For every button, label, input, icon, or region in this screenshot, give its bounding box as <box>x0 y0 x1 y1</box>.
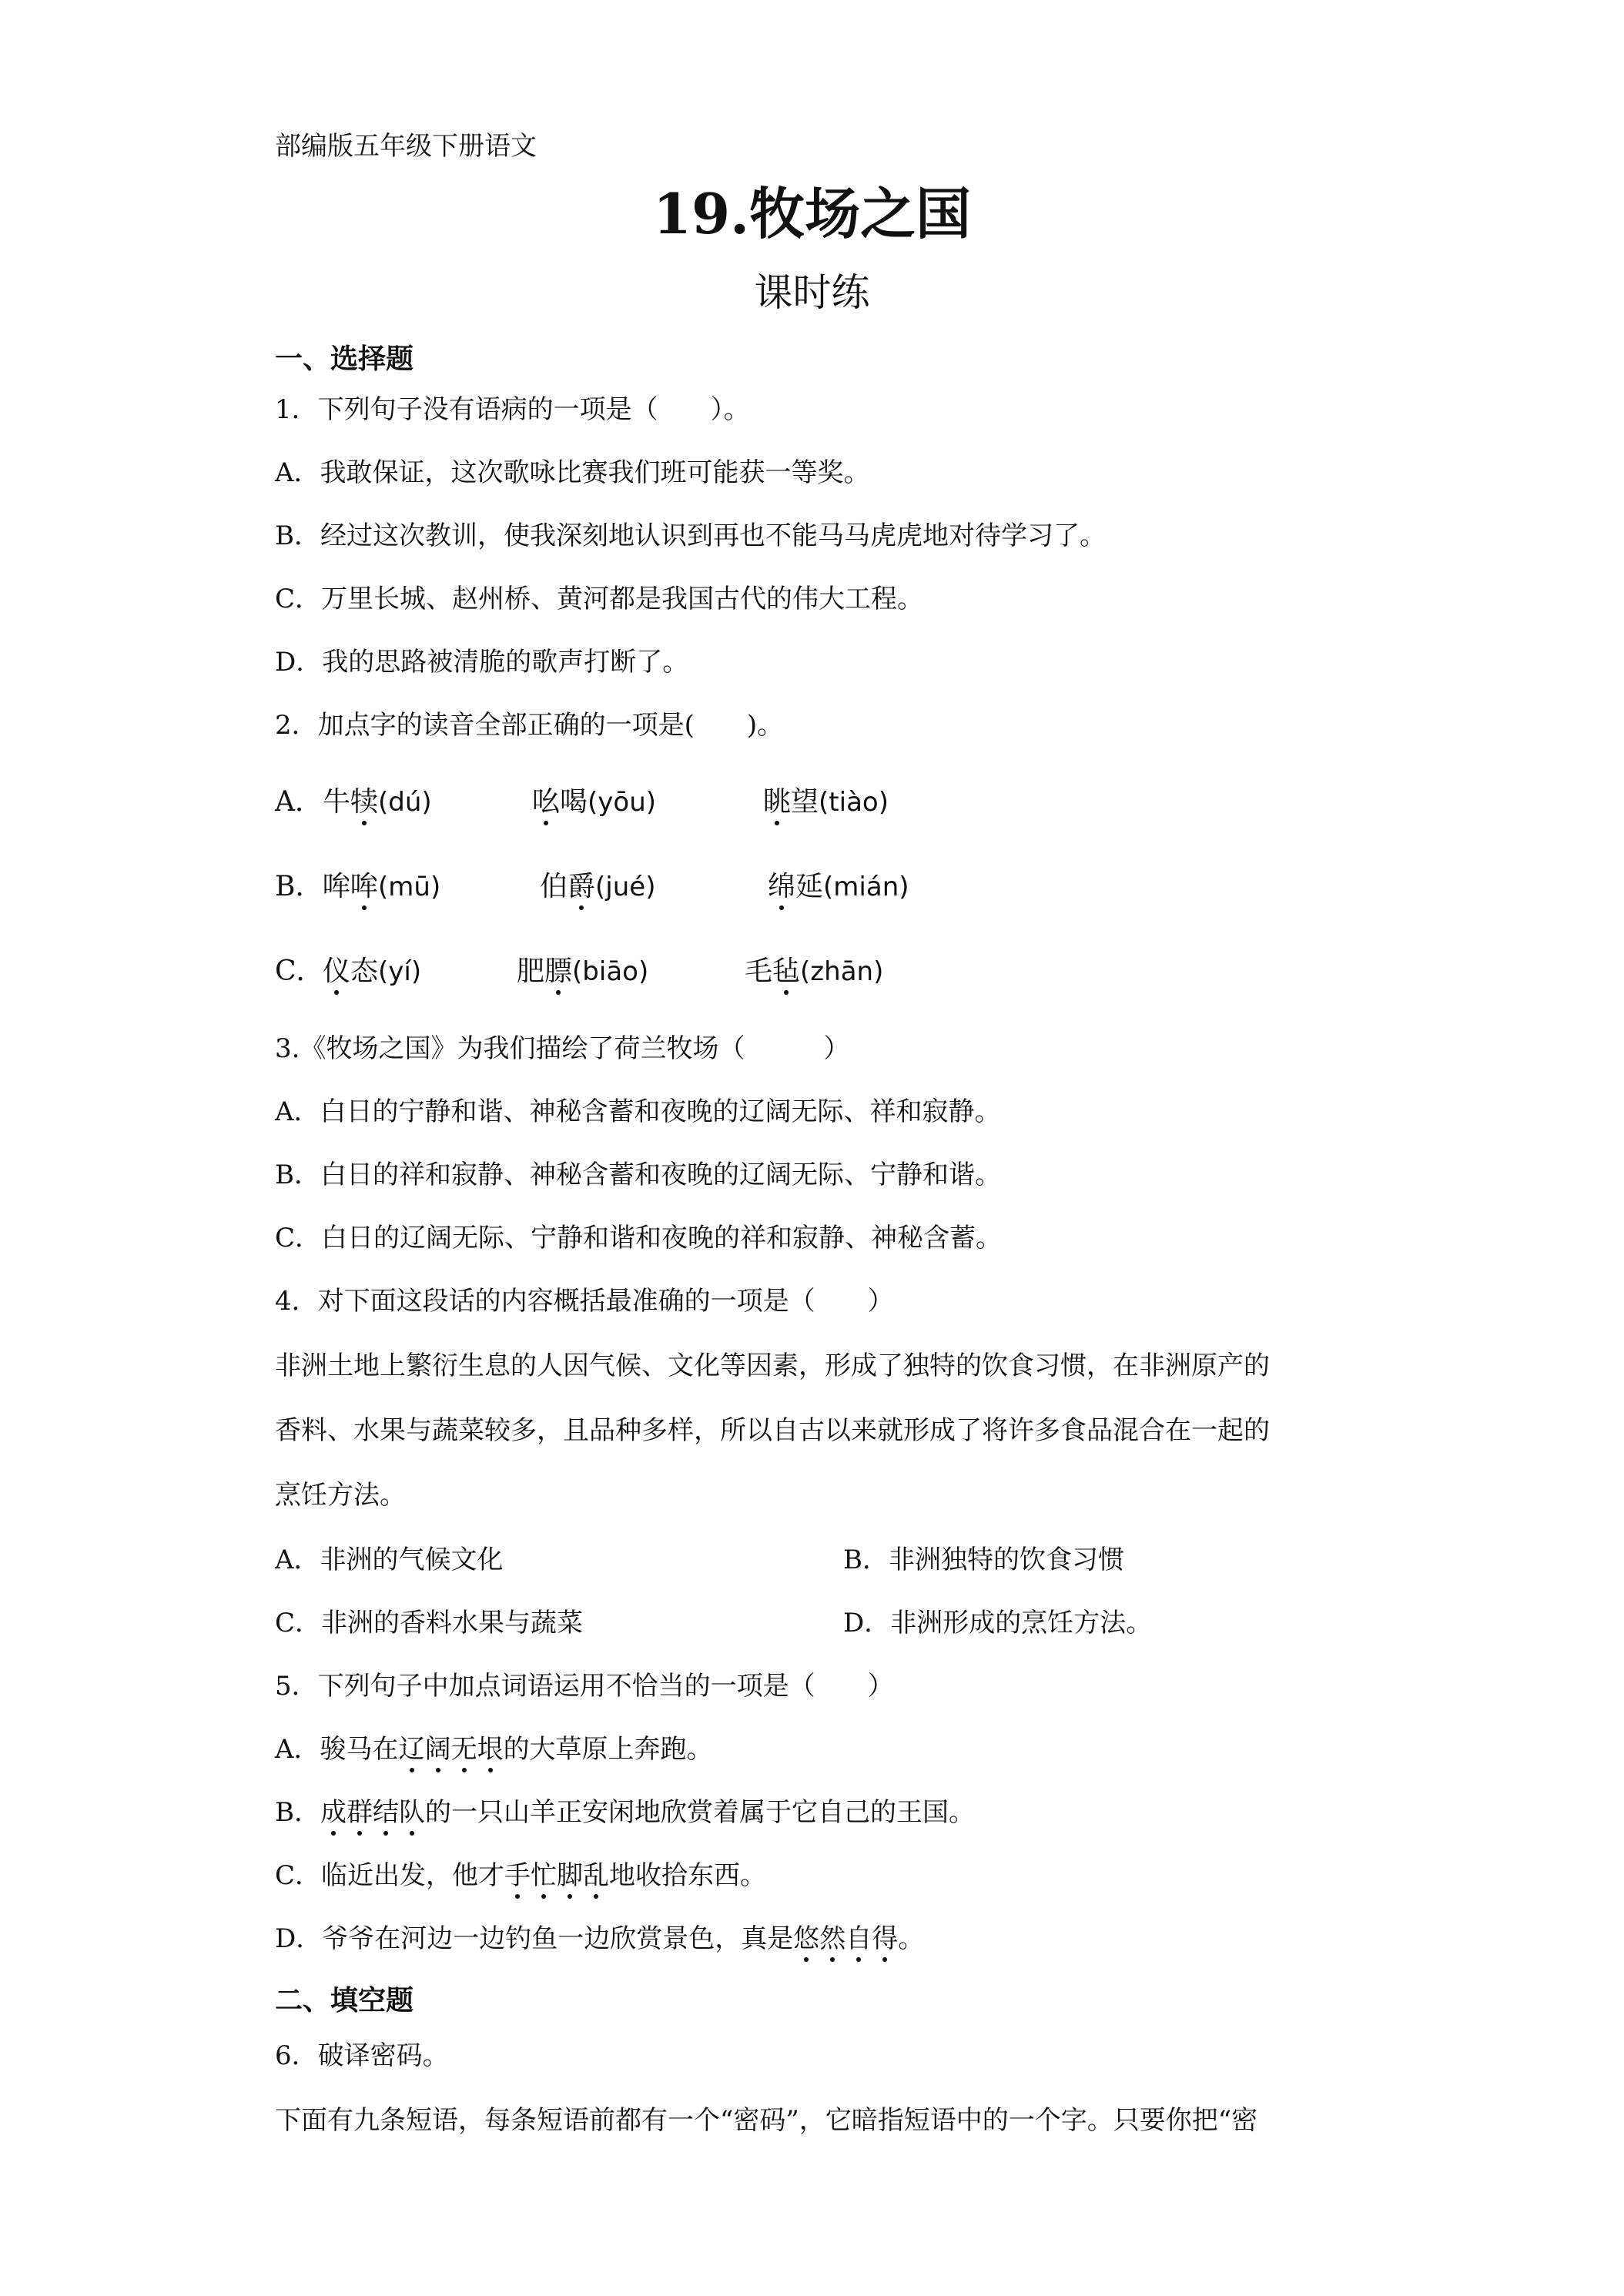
q4-passage-line: 烹饪方法。 <box>275 1480 406 1511</box>
section-heading-choice: 一、选择题 <box>275 343 414 375</box>
q4-passage-line: 非洲土地上繁衍生息的人因气候、文化等因素，形成了独特的饮食习惯，在非洲原产的 <box>275 1350 1270 1381</box>
q5-option-a: A．骏马在辽阔无垠的大草原上奔跑。 <box>275 1734 713 1765</box>
subject-label: 部编版五年级下册语文 <box>275 131 537 162</box>
q5-option-c: C．临近出发，他才手忙脚乱地收拾东西。 <box>275 1860 767 1891</box>
q4-option-d: D．非洲形成的烹饪方法。 <box>843 1608 1153 1638</box>
q2-word: 仪态(yí) <box>323 956 422 987</box>
section-heading-fill: 二、填空题 <box>275 1984 414 2017</box>
q4-option-a: A．非洲的气候文化 <box>275 1545 504 1575</box>
q4-stem: 4．对下面这段话的内容概括最准确的一项是（ ） <box>275 1286 894 1317</box>
dotted-phrase: 手忙脚乱 <box>504 1860 610 1891</box>
dotted-phrase: 辽阔无垠 <box>398 1734 504 1765</box>
q3-option-c: C．白日的辽阔无际、宁静和谐和夜晚的祥和寂静、神秘含蓄。 <box>275 1223 1003 1253</box>
q1-option-b: B．经过这次教训，使我深刻地认识到再也不能马马虎虎地对待学习了。 <box>275 520 1106 551</box>
q4-option-c: C．非洲的香料水果与蔬菜 <box>275 1608 584 1638</box>
q2-word: 吆喝(yōu) <box>532 786 657 818</box>
q1-stem: 1．下列句子没有语病的一项是（ ）。 <box>275 394 750 425</box>
dotted-phrase: 悠然自得 <box>793 1923 899 1954</box>
q2-word: 肥膘(biāo) <box>517 956 649 987</box>
q3-option-a: A．白日的宁静和谐、神秘含蓄和夜晚的辽阔无际、祥和寂静。 <box>275 1096 1001 1127</box>
q2-word: 眺望(tiào) <box>763 786 889 818</box>
page-subtitle: 课时练 <box>754 270 870 315</box>
q2-stem: 2．加点字的读音全部正确的一项是( )。 <box>275 710 784 741</box>
q2-option-label: A． <box>275 786 323 818</box>
q2-word: 绵延(mián) <box>768 871 909 902</box>
q2-option-label: C． <box>275 956 324 987</box>
q2-word: 牛犊(dú) <box>323 786 432 818</box>
page-title: 19.牧场之国 <box>652 181 972 246</box>
q3-option-b: B．白日的祥和寂静、神秘含蓄和夜晚的辽阔无际、宁静和谐。 <box>275 1160 1001 1190</box>
q5-stem: 5．下列句子中加点词语运用不恰当的一项是（ ） <box>275 1671 894 1702</box>
q5-option-d: D．爷爷在河边一边钓鱼一边欣赏景色，真是悠然自得。 <box>275 1923 925 1954</box>
q2-option-label: B． <box>275 871 323 902</box>
q4-option-b: B．非洲独特的饮食习惯 <box>843 1545 1124 1575</box>
q2-word: 伯爵(jué) <box>540 871 656 902</box>
q2-word: 哞哞(mū) <box>323 871 441 902</box>
q6-stem: 6．破译密码。 <box>275 2040 449 2071</box>
q2-word: 毛毡(zhān) <box>745 956 884 987</box>
q1-option-d: D．我的思路被清脆的歌声打断了。 <box>275 647 689 678</box>
q3-stem: 3.《牧场之国》为我们描绘了荷兰牧场（ ） <box>275 1033 850 1064</box>
dotted-phrase: 成群结队 <box>320 1797 425 1828</box>
q4-passage-line: 香料、水果与蔬菜较多，且品种多样，所以自古以来就形成了将许多食品混合在一起的 <box>275 1415 1270 1446</box>
q5-option-b: B．成群结队的一只山羊正安闲地欣赏着属于它自己的王国。 <box>275 1797 975 1828</box>
q1-option-a: A．我敢保证，这次歌咏比赛我们班可能获一等奖。 <box>275 457 870 488</box>
q1-option-c: C．万里长城、赵州桥、黄河都是我国古代的伟大工程。 <box>275 584 924 614</box>
q6-intro: 下面有九条短语，每条短语前都有一个“密码”，它暗指短语中的一个字。只要你把“密 <box>275 2105 1258 2136</box>
